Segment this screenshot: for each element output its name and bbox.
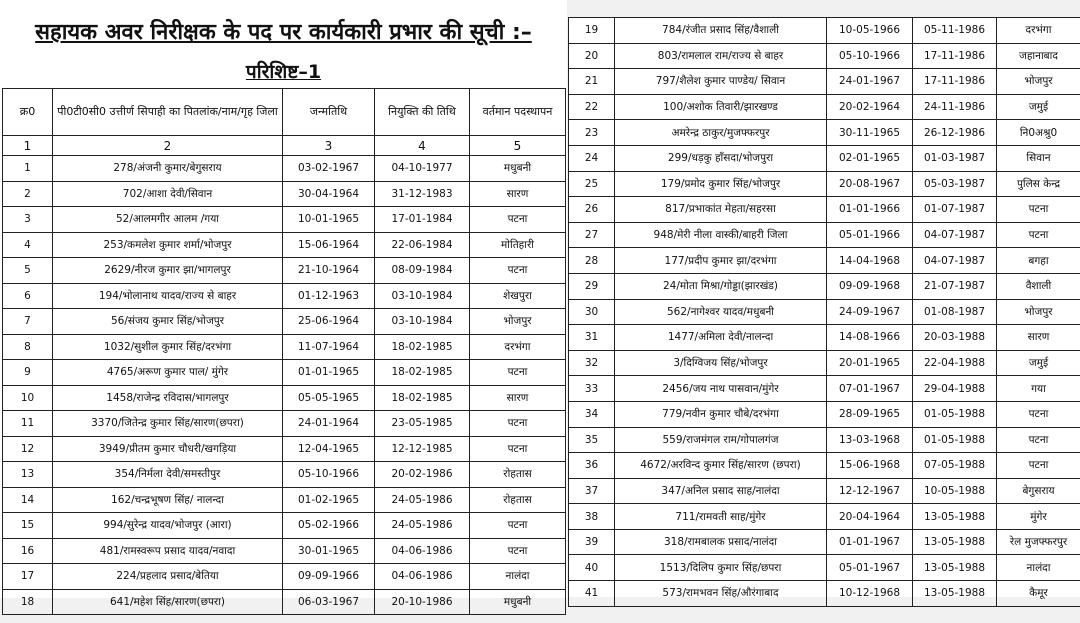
- constable-name: 559/राजमंगल राम/गोपालगंज: [615, 427, 827, 453]
- appointment-date: 20-03-1988: [913, 325, 997, 351]
- serial-number: 6: [3, 283, 53, 309]
- current-posting: पटना: [997, 222, 1080, 248]
- current-posting: पटना: [997, 401, 1080, 427]
- appointment-date: 03-10-1984: [375, 309, 470, 335]
- table-row: [3, 462, 566, 488]
- current-posting: बेगुसराय: [997, 478, 1080, 504]
- appointment-date: 17-01-1984: [375, 207, 470, 233]
- serial-number: 39: [569, 529, 615, 555]
- table-row: [569, 69, 1080, 95]
- birth-date: 21-10-1964: [283, 258, 375, 284]
- current-posting: पटना: [470, 436, 566, 462]
- current-posting: दरभंगा: [997, 18, 1080, 44]
- serial-number: 17: [3, 564, 53, 590]
- birth-date: 25-06-1964: [283, 309, 375, 335]
- constable-name: 24/मोता मिश्रा/गोड्डा(झारखंड): [615, 273, 827, 299]
- constable-name: 194/भोलानाथ यादव/राज्य से बाहर: [53, 283, 283, 309]
- birth-date: 24-09-1967: [827, 299, 913, 325]
- birth-date: 28-09-1965: [827, 401, 913, 427]
- appointment-date: 01-05-1988: [913, 427, 997, 453]
- list-table-right: [568, 17, 1080, 607]
- current-posting: पटना: [470, 258, 566, 284]
- serial-number: 21: [569, 69, 615, 95]
- current-posting: सारण: [470, 385, 566, 411]
- table-row: [569, 94, 1080, 120]
- list-table-left: [2, 88, 566, 615]
- serial-number: 22: [569, 94, 615, 120]
- appointment-date: 29-04-1988: [913, 376, 997, 402]
- constable-name: 347/अनिल प्रसाद साह/नालंदा: [615, 478, 827, 504]
- table-row: [569, 529, 1080, 555]
- current-posting: पटना: [470, 360, 566, 386]
- birth-date: 20-01-1965: [827, 350, 913, 376]
- col-number: 1: [3, 136, 53, 156]
- serial-number: 23: [569, 120, 615, 146]
- current-posting: रेल मुजफ्फरपुर: [997, 529, 1080, 555]
- appointment-date: 04-06-1986: [375, 538, 470, 564]
- birth-date: 02-01-1965: [827, 145, 913, 171]
- birth-date: 20-02-1964: [827, 94, 913, 120]
- header-doa: नियुक्ति की तिथि: [375, 89, 470, 136]
- constable-name: 779/नवीन कुमार चौबे/दरभंगा: [615, 401, 827, 427]
- constable-name: 803/रामलाल राम/राज्य से बाहर: [615, 43, 827, 69]
- birth-date: 10-01-1965: [283, 207, 375, 233]
- birth-date: 10-05-1966: [827, 18, 913, 44]
- constable-name: 354/निर्मला देवी/समस्तीपुर: [53, 462, 283, 488]
- header-sn: क्र0: [3, 89, 53, 136]
- serial-number: 40: [569, 555, 615, 581]
- table-row: [569, 478, 1080, 504]
- table-row: [3, 385, 566, 411]
- serial-number: 25: [569, 171, 615, 197]
- constable-name: 4672/अरविन्द कुमार सिंह/सारण (छपरा): [615, 453, 827, 479]
- table-row: [3, 156, 566, 182]
- table-row: [3, 181, 566, 207]
- constable-name: 3370/जितेन्द्र कुमार सिंह/सारण(छपरा): [53, 411, 283, 437]
- current-posting: नि0अश्रु0: [997, 120, 1080, 146]
- constable-name: 1513/दिलिप कुमार सिंह/छपरा: [615, 555, 827, 581]
- birth-date: 12-12-1967: [827, 478, 913, 504]
- table-row: [3, 538, 566, 564]
- birth-date: 20-08-1967: [827, 171, 913, 197]
- current-posting: पटना: [997, 197, 1080, 223]
- constable-name: 299/धड़कु हाँसदा/भोजपुरा: [615, 145, 827, 171]
- appointment-date: 21-07-1987: [913, 273, 997, 299]
- serial-number: 35: [569, 427, 615, 453]
- appointment-date: 18-02-1985: [375, 360, 470, 386]
- birth-date: 12-04-1965: [283, 436, 375, 462]
- birth-date: 24-01-1964: [283, 411, 375, 437]
- current-posting: सिवान: [997, 145, 1080, 171]
- constable-name: 3/दिग्विजय सिंह/भोजपुर: [615, 350, 827, 376]
- birth-date: 01-01-1966: [827, 197, 913, 223]
- birth-date: 30-01-1965: [283, 538, 375, 564]
- appointment-date: 01-07-1987: [913, 197, 997, 223]
- appointment-date: 20-02-1986: [375, 462, 470, 488]
- constable-name: 224/प्रहलाद प्रसाद/बेतिया: [53, 564, 283, 590]
- birth-date: 05-10-1966: [827, 43, 913, 69]
- current-posting: रोहतास: [470, 462, 566, 488]
- birth-date: 09-09-1966: [283, 564, 375, 590]
- table-row: [569, 248, 1080, 274]
- header-dob: जन्मतिथि: [283, 89, 375, 136]
- serial-number: 4: [3, 232, 53, 258]
- birth-date: 20-04-1964: [827, 504, 913, 530]
- birth-date: 14-04-1968: [827, 248, 913, 274]
- current-posting: पटना: [470, 207, 566, 233]
- appointment-date: 04-07-1987: [913, 248, 997, 274]
- table-row: [569, 376, 1080, 402]
- header-row: [3, 89, 566, 136]
- serial-number: 36: [569, 453, 615, 479]
- current-posting: सारण: [997, 325, 1080, 351]
- appointment-date: 31-12-1983: [375, 181, 470, 207]
- current-posting: भोजपुर: [470, 309, 566, 335]
- birth-date: 11-07-1964: [283, 334, 375, 360]
- constable-name: 56/संजय कुमार सिंह/भोजपुर: [53, 309, 283, 335]
- table-row: [569, 120, 1080, 146]
- table-row: [3, 589, 566, 615]
- appointment-date: 17-11-1986: [913, 43, 997, 69]
- table-row: [3, 360, 566, 386]
- constable-name: 784/रंजीत प्रसाद सिंह/वैशाली: [615, 18, 827, 44]
- serial-number: 12: [3, 436, 53, 462]
- serial-number: 27: [569, 222, 615, 248]
- table-row: [569, 197, 1080, 223]
- constable-name: अमरेन्द्र ठाकुर/मुजफ्फरपुर: [615, 120, 827, 146]
- birth-date: 15-06-1964: [283, 232, 375, 258]
- serial-number: 24: [569, 145, 615, 171]
- table-row: [569, 145, 1080, 171]
- table-row: [569, 171, 1080, 197]
- current-posting: बगहा: [997, 248, 1080, 274]
- table-row: [3, 334, 566, 360]
- table-row: [569, 273, 1080, 299]
- serial-number: 1: [3, 156, 53, 182]
- current-posting: वैशाली: [997, 273, 1080, 299]
- current-posting: जहानाबाद: [997, 43, 1080, 69]
- current-posting: मधुबनी: [470, 156, 566, 182]
- serial-number: 37: [569, 478, 615, 504]
- birth-date: 05-10-1966: [283, 462, 375, 488]
- birth-date: 01-01-1965: [283, 360, 375, 386]
- current-posting: कैमूर: [997, 581, 1080, 607]
- appointment-date: 20-10-1986: [375, 589, 470, 615]
- table-row: [569, 43, 1080, 69]
- current-posting: पटना: [470, 538, 566, 564]
- serial-number: 3: [3, 207, 53, 233]
- table-row: [3, 283, 566, 309]
- birth-date: 05-05-1965: [283, 385, 375, 411]
- birth-date: 15-06-1968: [827, 453, 913, 479]
- current-posting: दरभंगा: [470, 334, 566, 360]
- appointment-date: 01-03-1987: [913, 145, 997, 171]
- table-row: [569, 453, 1080, 479]
- constable-name: 994/सुरेन्द्र यादव/भोजपुर (आरा): [53, 513, 283, 539]
- appointment-date: 07-05-1988: [913, 453, 997, 479]
- appointment-date: 04-10-1977: [375, 156, 470, 182]
- constable-name: 948/मेरी नीला वास्की/बाहरी जिला: [615, 222, 827, 248]
- col-number: 3: [283, 136, 375, 156]
- serial-number: 38: [569, 504, 615, 530]
- serial-number: 5: [3, 258, 53, 284]
- serial-number: 13: [3, 462, 53, 488]
- appointment-date: 10-05-1988: [913, 478, 997, 504]
- birth-date: 05-02-1966: [283, 513, 375, 539]
- serial-number: 28: [569, 248, 615, 274]
- constable-name: 2456/जय नाथ पासवान/मुंगेर: [615, 376, 827, 402]
- table-row: [3, 513, 566, 539]
- table-row: [569, 299, 1080, 325]
- serial-number: 8: [3, 334, 53, 360]
- serial-number: 9: [3, 360, 53, 386]
- constable-name: 817/प्रभाकांत मेहता/सहरसा: [615, 197, 827, 223]
- current-posting: पटना: [997, 453, 1080, 479]
- constable-name: 702/आशा देवी/सिवान: [53, 181, 283, 207]
- constable-name: 162/चन्द्रभूषण सिंह/ नालन्दा: [53, 487, 283, 513]
- serial-number: 16: [3, 538, 53, 564]
- constable-name: 562/नागेश्वर यादव/मधुबनी: [615, 299, 827, 325]
- table-row: [569, 401, 1080, 427]
- birth-date: 05-01-1967: [827, 555, 913, 581]
- serial-number: 32: [569, 350, 615, 376]
- birth-date: 24-01-1967: [827, 69, 913, 95]
- current-posting: पटना: [470, 513, 566, 539]
- table-row: [569, 350, 1080, 376]
- constable-name: 641/महेश सिंह/सारण(छपरा): [53, 589, 283, 615]
- current-posting: रोहतास: [470, 487, 566, 513]
- table-row: [3, 309, 566, 335]
- appointment-date: 13-05-1988: [913, 529, 997, 555]
- serial-number: 7: [3, 309, 53, 335]
- current-posting: गया: [997, 376, 1080, 402]
- appointment-date: 04-06-1986: [375, 564, 470, 590]
- serial-number: 30: [569, 299, 615, 325]
- serial-number: 15: [3, 513, 53, 539]
- birth-date: 30-11-1965: [827, 120, 913, 146]
- current-posting: पटना: [997, 427, 1080, 453]
- serial-number: 18: [3, 589, 53, 615]
- table-row: [3, 436, 566, 462]
- serial-number: 10: [3, 385, 53, 411]
- constable-name: 481/रामस्वरूप प्रसाद यादव/नवादा: [53, 538, 283, 564]
- col-number: 2: [53, 136, 283, 156]
- page-title: सहायक अवर निरीक्षक के पद पर कार्यकारी प्रभार की सूची :–: [35, 20, 532, 45]
- birth-date: 06-03-1967: [283, 589, 375, 615]
- appointment-date: 18-02-1985: [375, 385, 470, 411]
- constable-name: 573/रामभवन सिंह/औरंगाबाद: [615, 581, 827, 607]
- current-posting: पुलिस केन्द्र: [997, 171, 1080, 197]
- constable-name: 711/रामवती साह/मुंगेर: [615, 504, 827, 530]
- birth-date: 09-09-1968: [827, 273, 913, 299]
- table-row: [569, 555, 1080, 581]
- current-posting: मधुबनी: [470, 589, 566, 615]
- header-posting: वर्तमान पदस्थापन: [470, 89, 566, 136]
- constable-name: 52/आलमगीर आलम /गया: [53, 207, 283, 233]
- appointment-date: 24-11-1986: [913, 94, 997, 120]
- table-row: [569, 18, 1080, 44]
- appointment-date: 24-05-1986: [375, 487, 470, 513]
- appointment-date: 03-10-1984: [375, 283, 470, 309]
- constable-name: 253/कमलेश कुमार शर्मा/भोजपुर: [53, 232, 283, 258]
- current-posting: जमुई: [997, 94, 1080, 120]
- constable-name: 797/शैलेश कुमार पाण्डेय/ सिवान: [615, 69, 827, 95]
- table-row: [3, 411, 566, 437]
- serial-number: 20: [569, 43, 615, 69]
- current-posting: भोजपुर: [997, 69, 1080, 95]
- appointment-date: 08-09-1984: [375, 258, 470, 284]
- serial-number: 34: [569, 401, 615, 427]
- table-row: [3, 564, 566, 590]
- constable-name: 3949/प्रीतम कुमार चौधरी/खगड़िया: [53, 436, 283, 462]
- constable-name: 1477/अमिला देवी/नालन्दा: [615, 325, 827, 351]
- birth-date: 30-04-1964: [283, 181, 375, 207]
- current-posting: नालंदा: [997, 555, 1080, 581]
- birth-date: 13-03-1968: [827, 427, 913, 453]
- constable-name: 177/प्रदीप कुमार झा/दरभंगा: [615, 248, 827, 274]
- constable-name: 1032/सुशील कुमार सिंह/दरभंगा: [53, 334, 283, 360]
- appointment-date: 13-05-1988: [913, 504, 997, 530]
- table-row: [569, 504, 1080, 530]
- serial-number: 41: [569, 581, 615, 607]
- current-posting: सारण: [470, 181, 566, 207]
- birth-date: 01-12-1963: [283, 283, 375, 309]
- birth-date: 01-01-1967: [827, 529, 913, 555]
- constable-name: 100/अशोक तिवारी/झारखण्ड: [615, 94, 827, 120]
- appointment-date: 24-05-1986: [375, 513, 470, 539]
- constable-name: 1458/राजेन्द्र रविदास/भागलपुर: [53, 385, 283, 411]
- current-posting: नालंदा: [470, 564, 566, 590]
- appointment-date: 13-05-1988: [913, 581, 997, 607]
- birth-date: 01-02-1965: [283, 487, 375, 513]
- current-posting: जमुई: [997, 350, 1080, 376]
- birth-date: 05-01-1966: [827, 222, 913, 248]
- appointment-date: 05-03-1987: [913, 171, 997, 197]
- table-row: [569, 325, 1080, 351]
- right-page: [568, 17, 1080, 600]
- header-name: पी0टी0सी0 उत्तीर्ण सिपाही का पितलांक/नाम/गृह जिला: [53, 89, 283, 136]
- col-number: 5: [470, 136, 566, 156]
- appointment-date: 18-02-1985: [375, 334, 470, 360]
- table-row: [3, 207, 566, 233]
- serial-number: 2: [3, 181, 53, 207]
- serial-number: 26: [569, 197, 615, 223]
- serial-number: 11: [3, 411, 53, 437]
- current-posting: शेखपुरा: [470, 283, 566, 309]
- serial-number: 31: [569, 325, 615, 351]
- constable-name: 4765/अरूण कुमार पाल/ मुंगेर: [53, 360, 283, 386]
- table-row: [3, 258, 566, 284]
- constable-name: 278/अंजनी कुमार/बेगुसराय: [53, 156, 283, 182]
- birth-date: 03-02-1967: [283, 156, 375, 182]
- appointment-date: 12-12-1985: [375, 436, 470, 462]
- table-row: [3, 232, 566, 258]
- appointment-date: 23-05-1985: [375, 411, 470, 437]
- constable-name: 318/रामबालक प्रसाद/नालंदा: [615, 529, 827, 555]
- birth-date: 10-12-1968: [827, 581, 913, 607]
- appointment-date: 01-05-1988: [913, 401, 997, 427]
- serial-number: 19: [569, 18, 615, 44]
- current-posting: मुंगेर: [997, 504, 1080, 530]
- current-posting: मोतिहारी: [470, 232, 566, 258]
- serial-number: 14: [3, 487, 53, 513]
- table-row: [569, 427, 1080, 453]
- appointment-date: 13-05-1988: [913, 555, 997, 581]
- column-number-row: [3, 136, 566, 156]
- appointment-date: 05-11-1986: [913, 18, 997, 44]
- appointment-date: 04-07-1987: [913, 222, 997, 248]
- col-number: 4: [375, 136, 470, 156]
- birth-date: 07-01-1967: [827, 376, 913, 402]
- current-posting: पटना: [470, 411, 566, 437]
- table-row: [569, 222, 1080, 248]
- appointment-date: 26-12-1986: [913, 120, 997, 146]
- constable-name: 179/प्रमोद कुमार सिंह/भोजपुर: [615, 171, 827, 197]
- serial-number: 29: [569, 273, 615, 299]
- appointment-date: 01-08-1987: [913, 299, 997, 325]
- birth-date: 14-08-1966: [827, 325, 913, 351]
- appointment-date: 22-06-1984: [375, 232, 470, 258]
- appointment-date: 22-04-1988: [913, 350, 997, 376]
- appendix-title: परिशिष्ट–1: [245, 61, 322, 83]
- current-posting: भोजपुर: [997, 299, 1080, 325]
- table-row: [569, 581, 1080, 607]
- constable-name: 2629/नीरज कुमार झा/भागलपुर: [53, 258, 283, 284]
- appointment-date: 17-11-1986: [913, 69, 997, 95]
- table-row: [3, 487, 566, 513]
- serial-number: 33: [569, 376, 615, 402]
